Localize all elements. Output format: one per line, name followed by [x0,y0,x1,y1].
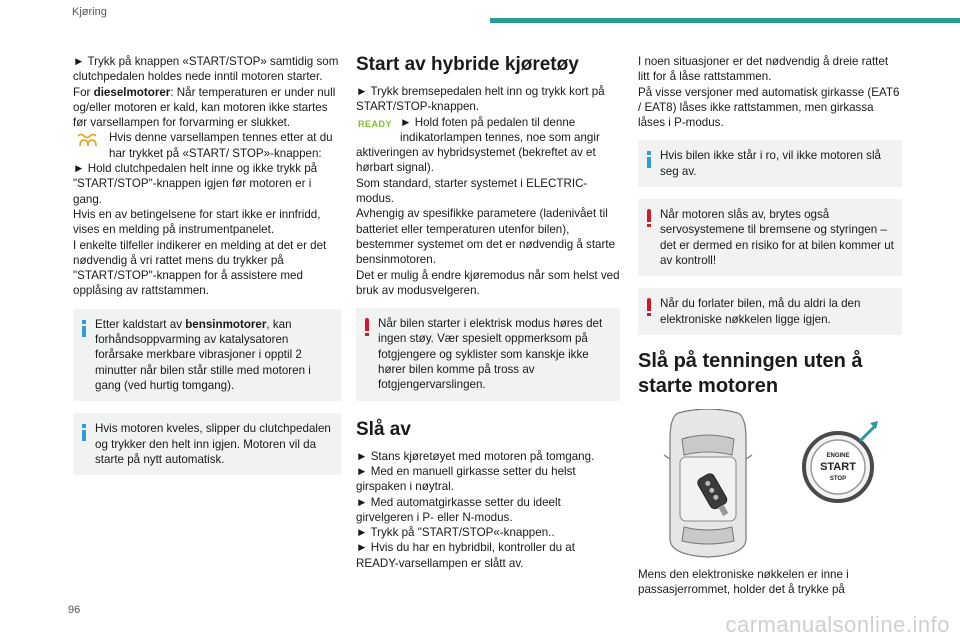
svg-text:STOP: STOP [829,475,847,482]
warning-box: Når bilen starter i elektrisk modus høres det ingen støy. Vær spesielt oppmerksom på fotgjengere og syklister som kanskje ikke hører bilen komme på tross av fotgjengervarslingen. [356,308,620,400]
paragraph: ► Trykk på "START/STOP«-knappen.. [356,526,555,540]
paragraph: ► Trykk bremsepedalen helt inn og trykk kort på START/STOP-knappen. [356,85,605,114]
paragraph: ► Hold clutchpedalen helt inne og ikke trykk på "START/STOP"-knappen igjen før motoren er i gang. [73,162,318,206]
paragraph-with-ready-lamp: READY ► Hold foten på pedalen til denne indikatorlampen tennes, noe som angir aktiveringen av hybridsystemet (bekreftet av et hørbart signal). [356,115,600,175]
info-icon [82,320,86,337]
preheat-lamp-icon [75,132,101,152]
warning-icon [365,318,369,336]
svg-text:ENGINE: ENGINE [826,452,850,459]
section-heading: Slå på tenningen uten å starte motoren [638,349,863,397]
paragraph-with-preheat-lamp: Hvis denne varsellampen tennes etter at du har trykket på «START/ STOP»-knappen: [73,130,341,161]
header-accent-bar [490,18,960,23]
paragraph: ► Trykk på knappen «START/STOP» samtidig som clutchpedalen holdes nede inntil motoren starter. [73,55,339,84]
paragraph: ► Med en manuell girkasse setter du helst girspaken i nøytral. [356,464,576,494]
column-2 [356,54,620,571]
illustration [638,409,902,559]
warning-icon [647,209,651,227]
watermark: carmanualsonline.info [725,612,950,637]
paragraph: På visse versjoner med automatisk girkasse (EAT6 / EAT8) låses ikke rattstammen, men girkassa låses i P-modus. [638,85,900,130]
paragraph: Hvis en av betingelsene for start ikke er innfridd, vises en melding på instrumentpanelet. [73,207,321,237]
section-heading: Start av hybride kjøretøy [356,54,579,75]
running-header: Kjøring [72,6,107,18]
warning-icon [647,298,651,316]
warning-box: Når du forlater bilen, må du aldri la den elektroniske nøkkelen ligge igjen. [638,288,902,335]
paragraph: ► Stans kjøretøyet med motoren på tomgang. [356,449,595,463]
info-icon [82,424,86,441]
page-number: 96 [68,604,81,616]
svg-text:START: START [820,460,856,473]
paragraph: Mens den elektroniske nøkkelen er inne i passasjerrommet, holder det å trykke på [638,567,849,597]
paragraph: ► Med automatgirkasse setter du ideelt girvelgeren i P- eller N-modus. [356,495,561,524]
paragraph: Som standard, starter systemet i ELECTRIC-modus. [356,176,588,206]
info-icon [647,151,651,168]
ready-lamp-icon: READY [358,118,393,129]
warning-box: Når motoren slås av, brytes også servosystemene til bremsene og styringen – det er dermed en risiko for at bilen kommer ut av kontroll! [638,199,902,276]
column-3 [638,54,902,597]
paragraph: For dieselmotorer: Når temperaturen er under null og/eller motoren er kald, kan motoren ikke startes før varsellampen for forvarming er slukket. [73,85,336,130]
info-box: Hvis bilen ikke står i ro, vil ikke motoren slå seg av. [638,140,902,187]
paragraph: Avhengig av spesifikke parametere (ladenivået til batteriet eller temperaturen utenfor bilen), bestemmer systemet om det er nødvendig å starte bensinmotoren. [356,207,616,267]
info-box: Etter kaldstart av bensinmotorer, kan forhåndsoppvarming av katalysatoren forårsake merkbare vibrasjoner i opptil 2 minutter når bilen står stille med motoren i gang (ved hurtig tomgang). [73,309,341,401]
paragraph: I noen situasjoner er det nødvendig å dreie rattet litt for å låse rattstammen. [638,55,889,84]
paragraph: I enkelte tilfeller indikerer en melding at det er det nødvendig å vri rattet mens du trykker på "START/STOP"-knappen for å assistere med opplåsing av rattstammen. [73,238,327,298]
info-box: Hvis motoren kveles, slipper du clutchpedalen og trykker den helt inn igjen. Motoren vil da starte på nytt automatisk. [73,413,341,475]
car-key-illustration [638,409,902,559]
start-stop-button-icon [804,421,878,501]
paragraph: Det er mulig å endre kjøremodus når som helst ved bruk av modusvelgeren. [356,268,620,297]
paragraph: ► Hvis du har en hybridbil, kontroller du at READY-varsellampen er slått av. [356,541,575,570]
section-heading: Slå av [356,418,411,440]
column-1 [73,54,341,475]
